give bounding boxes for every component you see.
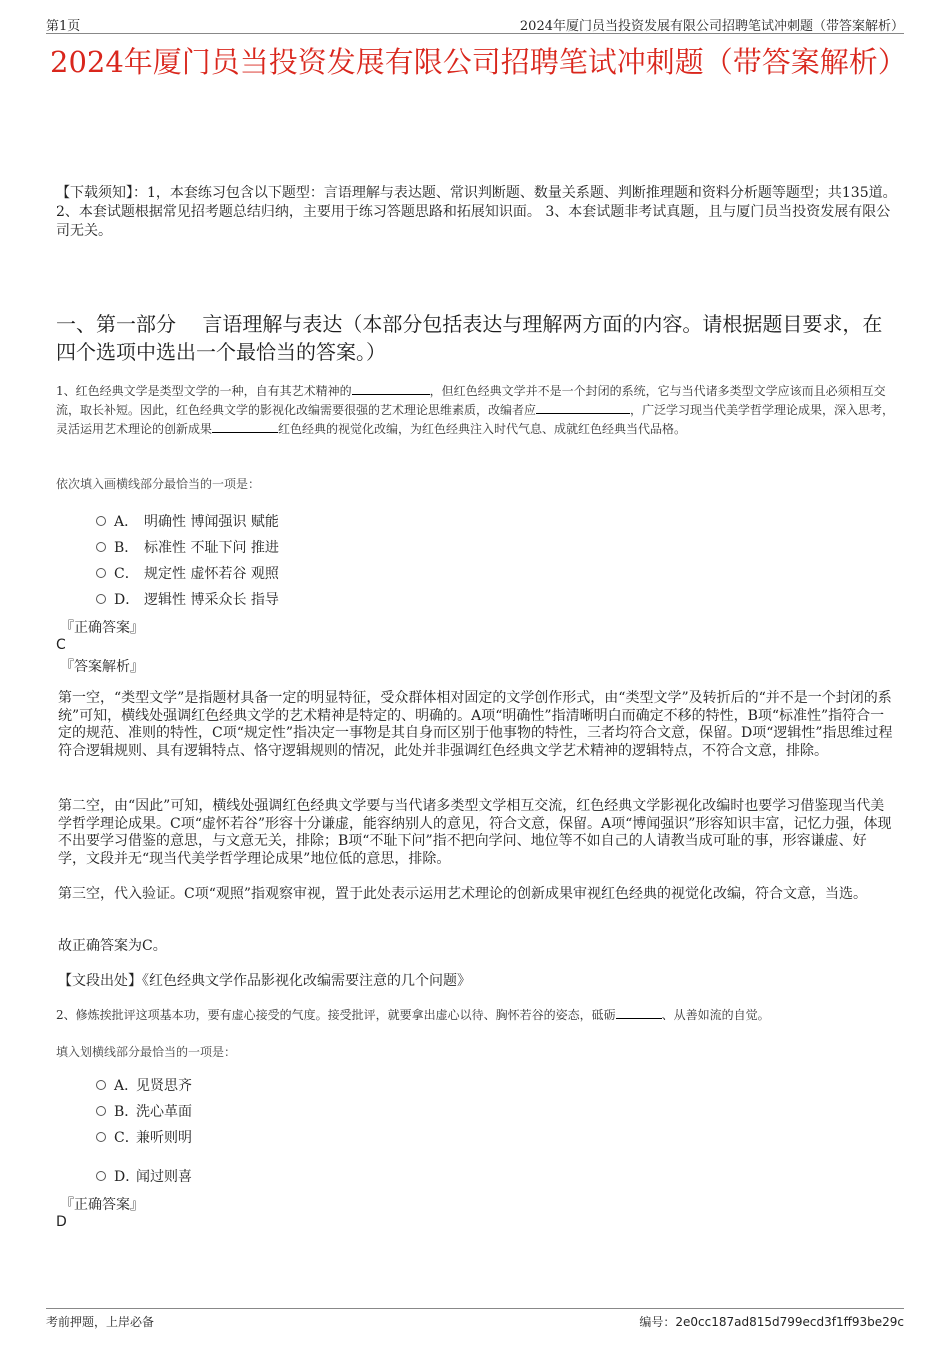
q1-answer: C — [56, 637, 66, 653]
q1-analysis-para-3: 第三空，代入验证。C项“观照”指观察审视，置于此处表示运用艺术理论的创新成果审视红色经典的视觉化改编，符合文意，当选。 — [58, 886, 868, 902]
q1-instruction: 依次填入画横线部分最恰当的一项是： — [56, 477, 261, 491]
q1-option-d[interactable]: D． 逻辑性 博采众长 指导 — [96, 591, 279, 609]
radio-icon[interactable] — [96, 1106, 106, 1116]
radio-icon[interactable] — [96, 1171, 106, 1181]
q2-option-b[interactable]: B．洗心革面 — [96, 1103, 192, 1121]
q1-blank-1 — [352, 383, 430, 395]
radio-icon[interactable] — [96, 1132, 106, 1142]
q1-analysis-para-4: 故正确答案为C。 — [58, 938, 167, 954]
q1-analysis-tag: 『答案解析』 — [60, 659, 144, 675]
q2-option-d[interactable]: D．闻过则喜 — [96, 1168, 192, 1186]
q1-blank-2 — [536, 402, 630, 414]
q2-option-c[interactable]: C．兼听则明 — [96, 1129, 192, 1147]
q1-answer-tag: 『正确答案』 — [60, 620, 144, 636]
q1-option-c[interactable]: C． 规定性 虚怀若谷 观照 — [96, 565, 279, 583]
serial-code: 2e0cc187ad815d799ecd3f1ff93be29c — [675, 1315, 904, 1329]
radio-icon[interactable] — [96, 568, 106, 578]
q1-blank-3 — [212, 421, 278, 433]
q2-stem: 2、修炼挨批评这项基本功，要有虚心接受的气度。接受批评，就要拿出虚心以待、胸怀若谷的姿态，砥砺 、从善如流的自觉。 — [56, 1008, 770, 1022]
q1-source: 【文段出处】《红色经典文学作品影视化改编需要注意的几个问题》 — [58, 973, 471, 989]
header-divider — [46, 33, 904, 34]
download-notice: 【下载须知】：1，本套练习包含以下题型：言语理解与表达题、常识判断题、数量关系题、判断推理题和资料分析题等题型；共135道。 2、本套试题根据常见招考题总结归纳，主要用于练习答题思路和拓展知识面。 3、本套试题非考试真题，且与厦门员当投资发展有限公司无关。 — [56, 185, 897, 239]
q1-option-b[interactable]: B． 标准性 不耻下问 推进 — [96, 539, 279, 557]
footer-slogan: 考前押题，上岸必备 — [46, 1315, 155, 1329]
q2-instruction: 填入划横线部分最恰当的一项是： — [56, 1045, 237, 1059]
q1-analysis-para-1: 第一空，“类型文学”是指题材具备一定的明显特征，受众群体相对固定的文学创作形式，由“类型文学”及转折后的“并不是一个封闭的系统”可知，横线处强调红色经典文学的艺术精神是特定的、明确的。A项“明确性”指清晰明白而确定不移的特性，B项“标准性”指符合一定的规范、准则的特性，C项“规定性”指决定一事物是其自身而区别于他事物的特性，三者均符合文意，保留。D项“逻辑性”指思维过程符合逻辑规则、具有逻辑特点、恪守逻辑规则的情况，此处并非强调红色经典文学艺术精神的逻辑特点，不符合文意，排除。 — [58, 690, 893, 759]
header-doc-title: 2024年厦门员当投资发展有限公司招聘笔试冲刺题（带答案解析） — [519, 19, 904, 34]
q2-option-a[interactable]: A．见贤思齐 — [96, 1077, 192, 1095]
page-number: 第1页 — [46, 19, 81, 34]
q1-option-a[interactable]: A． 明确性 博闻强识 赋能 — [96, 513, 279, 531]
q2-answer-tag: 『正确答案』 — [60, 1197, 144, 1213]
radio-icon[interactable] — [96, 1080, 106, 1090]
footer-serial: 编号：2e0cc187ad815d799ecd3f1ff93be29c — [639, 1315, 904, 1329]
radio-icon[interactable] — [96, 516, 106, 526]
footer-divider — [46, 1308, 904, 1309]
q2-blank — [616, 1007, 662, 1019]
document-title: 2024年厦门员当投资发展有限公司招聘笔试冲刺题（带答案解析） — [50, 45, 907, 79]
q1-analysis-para-2: 第二空，由“因此”可知，横线处强调红色经典文学要与当代诸多类型文学相互交流，红色经典文学影视化改编时也要学习借鉴现当代美学哲学理论成果。C项“虚怀若谷”形容十分谦虚，能容纳别人的意见，符合文意，保留。A项“博闻强识”形容知识丰富，记忆力强，体现不出要学习借鉴的意思，与文意无关，排除；B项“不耻下问”指不把向学问、地位等不如自己的人请教当成可耻的事，形容谦虚、好学，文段并无“现当代美学哲学理论成果”地位低的意思，排除。 — [58, 798, 892, 867]
section-title: 一、第一部分 言语理解与表达（本部分包括表达与理解两方面的内容。请根据题目要求，在四个选项中选出一个最恰当的答案。） — [56, 312, 883, 364]
radio-icon[interactable] — [96, 594, 106, 604]
q1-stem: 1、红色经典文学是类型文学的一种，自有其艺术精神的 ，但红色经典文学并不是一个封闭的系统，它与当代诸多类型文学应该而且必须相互交流，取长补短。因此，红色经典文学的影视化改编需要很强的艺术理论思维素质，改编者应 ，广泛学习现当代美学哲学理论成果，深入思考，灵活运用艺术理论的创新成果 红色经典的视觉化改编，为红色经典注入时代气息、成就红色经典当代品格。 — [56, 384, 895, 436]
radio-icon[interactable] — [96, 542, 106, 552]
q2-answer: D — [56, 1214, 67, 1230]
